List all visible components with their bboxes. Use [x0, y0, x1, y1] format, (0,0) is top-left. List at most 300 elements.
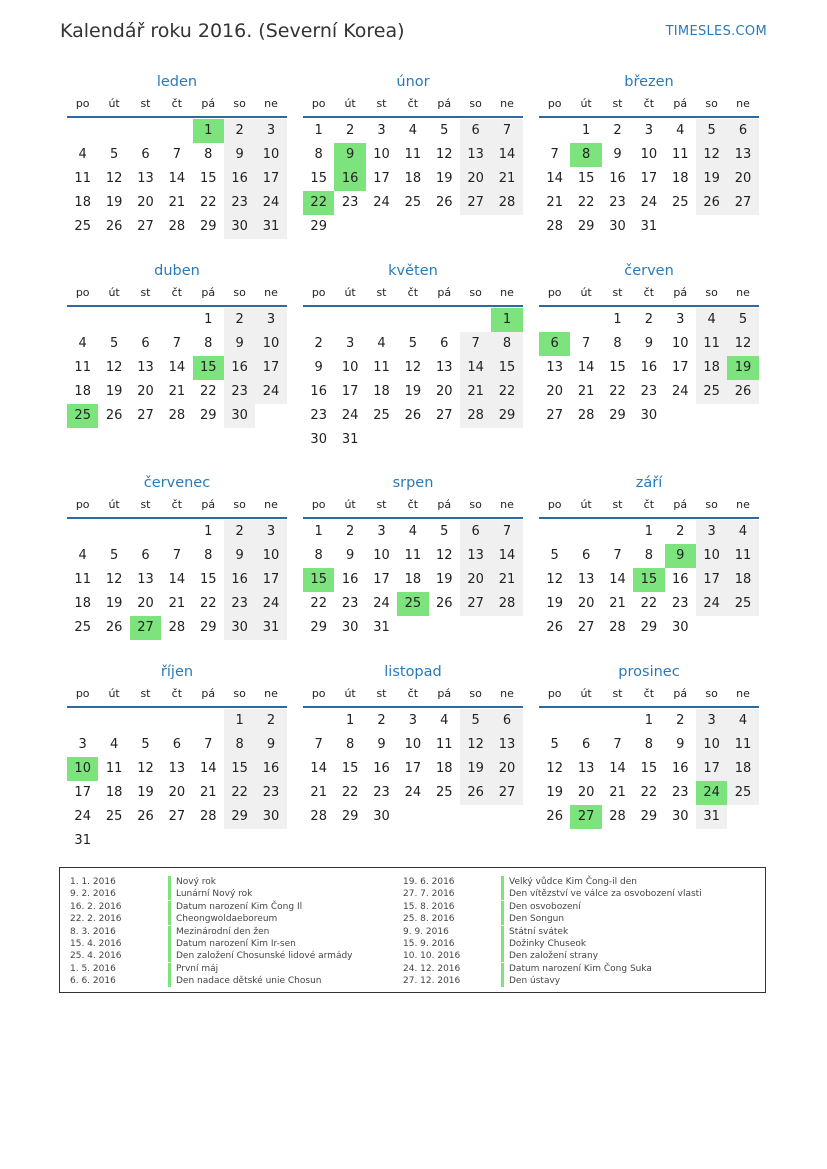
day-cell: 3: [676, 312, 685, 327]
brand-link[interactable]: TIMESLES.COM: [665, 24, 767, 39]
day-grid: [67, 119, 287, 239]
holiday-color-marker: [501, 975, 504, 987]
weekday-label: ne: [736, 286, 750, 299]
weekday-header: [67, 686, 287, 708]
holiday-day-cell: 19: [727, 356, 758, 380]
day-cell: 4: [676, 123, 685, 138]
page-title: Kalendář roku 2016. (Severní Korea): [60, 20, 405, 42]
day-cell: 21: [609, 785, 626, 800]
day-cell: 18: [404, 171, 422, 186]
day-cell: 3: [644, 123, 653, 138]
day-cell: 8: [314, 548, 323, 563]
day-cell: 5: [550, 737, 559, 752]
day-cell: 24: [640, 195, 658, 210]
day-cell: 17: [671, 360, 689, 375]
empty-cell: [130, 709, 161, 733]
day-cell: 2: [224, 119, 255, 143]
day-cell: 22: [199, 384, 217, 399]
day-cell: 6: [141, 336, 150, 351]
day-cell: 9: [224, 143, 255, 167]
day-cell: 22: [640, 596, 658, 611]
weekday-label: st: [376, 97, 387, 110]
day-cell: 1: [224, 709, 255, 733]
legend-row: [403, 950, 702, 962]
day-grid: [303, 308, 523, 452]
weekday-label: út: [580, 687, 592, 700]
day-cell: 23: [640, 384, 658, 399]
day-cell: 24: [74, 809, 91, 824]
day-cell: 17: [404, 761, 422, 776]
legend-holiday-name: První máj: [176, 963, 219, 974]
legend-date: 10. 10. 2016: [403, 951, 461, 962]
day-cell: 29: [640, 620, 658, 635]
day-cell: 2: [644, 312, 653, 327]
day-cell: 1: [581, 123, 591, 138]
day-cell: 9: [345, 548, 355, 563]
weekday-label: st: [376, 687, 387, 700]
day-cell: 25: [671, 195, 689, 210]
day-cell: 22: [609, 384, 626, 399]
day-cell: 25: [727, 781, 758, 805]
empty-cell: [161, 119, 192, 143]
day-cell: 28: [491, 592, 522, 616]
day-cell: 1: [314, 524, 323, 539]
day-cell: 11: [74, 171, 91, 186]
day-cell: 5: [696, 119, 727, 143]
day-cell: 8: [491, 332, 522, 356]
month-červenec: [67, 473, 287, 640]
day-cell: 7: [204, 737, 213, 752]
legend-holiday-name: Dožinky Chuseok: [509, 938, 587, 949]
month-name: září: [635, 475, 663, 491]
day-cell: 23: [609, 195, 626, 210]
weekday-label: čt: [171, 498, 183, 511]
day-cell: 3: [696, 709, 727, 733]
day-cell: 17: [341, 384, 359, 399]
legend-holiday-name: Velký vůdce Kim Čong-il den: [509, 877, 637, 887]
month-name: červen: [624, 263, 674, 279]
day-cell: 27: [137, 219, 154, 234]
day-cell: 22: [224, 781, 255, 805]
holiday-day-cell: 24: [696, 781, 727, 805]
day-cell: 26: [435, 195, 453, 210]
day-cell: 20: [460, 167, 491, 191]
day-cell: 27: [727, 191, 758, 215]
day-cell: 13: [577, 761, 595, 776]
holiday-color-marker: [501, 888, 504, 900]
weekday-label: čt: [171, 286, 183, 299]
day-cell: 8: [204, 548, 213, 563]
day-cell: 5: [440, 123, 449, 138]
day-cell: 27: [546, 408, 563, 423]
day-cell: 20: [435, 384, 453, 399]
weekday-label: ne: [264, 286, 278, 299]
day-cell: 16: [671, 761, 689, 776]
day-cell: 28: [609, 809, 626, 824]
legend-holiday-name: Datum narození Kim Čong Suka: [509, 963, 652, 974]
day-cell: 12: [435, 147, 453, 162]
day-cell: 27: [460, 592, 491, 616]
day-cell: 4: [377, 336, 386, 351]
legend-date: 9. 9. 2016: [403, 926, 449, 937]
day-cell: 16: [255, 757, 286, 781]
day-cell: 18: [727, 757, 758, 781]
day-cell: 19: [105, 596, 123, 611]
day-cell: 18: [74, 596, 91, 611]
day-cell: 3: [377, 524, 386, 539]
holiday-day-cell: 25: [397, 592, 428, 616]
weekday-label: so: [469, 687, 482, 700]
legend-holiday-name: Mezinárodní den žen: [176, 926, 270, 937]
weekday-label: út: [108, 498, 120, 511]
legend-holiday-name: Den osvobození: [509, 901, 581, 912]
day-cell: 12: [137, 761, 154, 776]
holiday-day-cell: 1: [491, 308, 522, 332]
day-cell: 20: [137, 384, 154, 399]
day-cell: 17: [696, 568, 727, 592]
day-cell: 5: [109, 147, 119, 162]
day-cell: 25: [373, 408, 390, 423]
day-cell: 4: [408, 524, 417, 539]
day-cell: 26: [546, 809, 563, 824]
day-cell: 30: [224, 215, 255, 239]
holiday-day-cell: 22: [303, 191, 334, 215]
month-červen: [539, 261, 759, 428]
day-cell: 27: [137, 408, 154, 423]
day-cell: 10: [255, 143, 286, 167]
legend-date: 25. 8. 2016: [403, 914, 455, 925]
day-cell: 9: [255, 733, 286, 757]
legend-date: 9. 2. 2016: [70, 889, 116, 900]
day-cell: 26: [727, 380, 758, 404]
weekday-header: [539, 686, 759, 708]
month-únor: [303, 72, 523, 239]
weekday-label: ne: [736, 687, 750, 700]
holiday-day-cell: 15: [303, 568, 334, 592]
day-cell: 22: [310, 596, 327, 611]
day-cell: 30: [224, 616, 255, 640]
day-cell: 26: [696, 191, 727, 215]
weekday-label: so: [705, 498, 718, 511]
weekday-label: st: [376, 286, 387, 299]
day-cell: 24: [341, 408, 359, 423]
holiday-color-marker: [501, 913, 504, 925]
day-cell: 28: [168, 219, 186, 234]
legend-holiday-name: Den ústavy: [509, 976, 561, 987]
day-cell: 8: [204, 147, 213, 162]
day-cell: 4: [727, 709, 758, 733]
day-cell: 15: [224, 757, 255, 781]
day-cell: 13: [460, 143, 491, 167]
legend-row: [403, 926, 702, 938]
holiday-color-marker: [168, 913, 171, 925]
day-cell: 25: [696, 380, 727, 404]
day-cell: 16: [224, 568, 255, 592]
day-cell: 11: [435, 737, 453, 752]
month-name: listopad: [384, 664, 442, 680]
day-cell: 18: [727, 568, 758, 592]
weekday-label: čt: [643, 286, 655, 299]
day-cell: 9: [613, 147, 622, 162]
day-cell: 31: [255, 215, 286, 239]
day-cell: 1: [644, 524, 653, 539]
day-cell: 16: [341, 572, 359, 587]
empty-cell: [98, 119, 129, 143]
day-cell: 4: [408, 123, 417, 138]
weekday-label: po: [311, 687, 326, 700]
legend-row: [70, 876, 353, 888]
empty-cell: [539, 520, 570, 544]
day-cell: 9: [644, 336, 653, 351]
day-cell: 30: [341, 620, 359, 635]
empty-cell: [570, 308, 601, 332]
day-cell: 6: [440, 336, 449, 351]
weekday-label: so: [233, 286, 246, 299]
weekday-label: pá: [673, 687, 688, 700]
day-cell: 13: [435, 360, 453, 375]
day-cell: 26: [404, 408, 422, 423]
legend-date: 6. 6. 2016: [70, 976, 116, 987]
day-cell: 28: [199, 809, 217, 824]
empty-cell: [303, 308, 334, 332]
empty-cell: [98, 709, 129, 733]
day-cell: 24: [255, 191, 286, 215]
day-cell: 27: [168, 809, 186, 824]
day-cell: 21: [199, 785, 217, 800]
day-cell: 22: [577, 195, 595, 210]
legend-column-right: [403, 876, 702, 988]
holiday-day-cell: 15: [633, 568, 664, 592]
day-cell: 30: [609, 219, 626, 234]
weekday-label: pá: [437, 498, 452, 511]
day-cell: 29: [199, 219, 217, 234]
day-cell: 17: [373, 171, 390, 186]
day-cell: 19: [546, 785, 563, 800]
legend-date: 16. 2. 2016: [70, 901, 122, 912]
weekday-header: [67, 497, 287, 519]
day-cell: 18: [671, 171, 689, 186]
day-cell: 14: [199, 761, 217, 776]
day-cell: 14: [168, 572, 186, 587]
legend-row: [70, 901, 353, 913]
holiday-day-cell: 6: [539, 332, 570, 356]
day-cell: 20: [727, 167, 758, 191]
day-cell: 24: [255, 592, 286, 616]
day-cell: 17: [74, 785, 91, 800]
day-cell: 17: [255, 167, 286, 191]
day-cell: 19: [546, 596, 563, 611]
day-cell: 26: [137, 809, 154, 824]
day-cell: 23: [224, 592, 255, 616]
day-cell: 23: [373, 785, 390, 800]
legend-date: 27. 12. 2016: [403, 976, 461, 987]
day-cell: 19: [435, 572, 453, 587]
day-cell: 17: [696, 757, 727, 781]
day-cell: 18: [373, 384, 390, 399]
day-cell: 21: [168, 384, 186, 399]
day-cell: 5: [727, 308, 758, 332]
day-cell: 16: [609, 171, 626, 186]
month-name: červenec: [143, 475, 211, 491]
day-cell: 27: [577, 620, 595, 635]
legend-date: 15. 4. 2016: [70, 938, 122, 949]
empty-cell: [397, 308, 428, 332]
day-cell: 30: [671, 809, 689, 824]
legend-column-left: [70, 876, 353, 988]
weekday-label: ne: [736, 498, 750, 511]
month-říjen: [67, 662, 287, 853]
day-cell: 15: [199, 572, 217, 587]
legend-holiday-name: Datum narození Kim Ir-sen: [176, 938, 296, 949]
month-name: srpen: [392, 475, 434, 491]
day-cell: 28: [310, 809, 327, 824]
day-cell: 21: [168, 195, 186, 210]
day-cell: 11: [671, 147, 689, 162]
day-cell: 30: [310, 432, 327, 447]
empty-cell: [602, 520, 633, 544]
weekday-label: út: [108, 286, 120, 299]
day-cell: 19: [696, 167, 727, 191]
day-cell: 26: [105, 219, 123, 234]
empty-cell: [460, 308, 491, 332]
day-cell: 23: [671, 596, 689, 611]
legend-date: 1. 5. 2016: [70, 963, 116, 974]
weekday-header: [67, 285, 287, 307]
day-cell: 25: [435, 785, 453, 800]
day-cell: 1: [314, 123, 323, 138]
empty-cell: [193, 709, 224, 733]
day-cell: 16: [224, 356, 255, 380]
day-cell: 13: [168, 761, 186, 776]
day-cell: 8: [345, 737, 355, 752]
day-cell: 4: [727, 520, 758, 544]
weekday-label: út: [344, 498, 356, 511]
month-name: květen: [388, 263, 438, 279]
day-cell: 10: [255, 544, 286, 568]
month-name: únor: [396, 74, 430, 90]
day-cell: 20: [168, 785, 186, 800]
weekday-label: čt: [407, 286, 419, 299]
legend-holiday-name: Cheongwoldaeboreum: [176, 914, 278, 925]
day-cell: 12: [696, 143, 727, 167]
weekday-label: so: [233, 687, 246, 700]
holiday-color-marker: [168, 926, 171, 938]
weekday-header: [539, 497, 759, 519]
month-květen: [303, 261, 523, 452]
day-cell: 19: [460, 757, 491, 781]
day-cell: 16: [671, 572, 689, 587]
day-cell: 6: [141, 147, 150, 162]
day-cell: 20: [137, 195, 154, 210]
weekday-label: út: [344, 286, 356, 299]
legend-holiday-name: Den nadace dětské unie Chosun: [176, 976, 322, 987]
weekday-label: út: [108, 97, 120, 110]
holiday-day-cell: 16: [334, 167, 365, 191]
day-cell: 16: [373, 761, 390, 776]
day-cell: 10: [671, 336, 689, 351]
day-cell: 17: [640, 171, 658, 186]
weekday-label: pá: [201, 97, 216, 110]
weekday-label: st: [140, 97, 151, 110]
legend-date: 22. 2. 2016: [70, 914, 122, 925]
day-cell: 22: [640, 785, 658, 800]
day-cell: 14: [546, 171, 563, 186]
holiday-color-marker: [501, 926, 504, 938]
day-cell: 29: [609, 408, 626, 423]
weekday-label: st: [140, 498, 151, 511]
day-cell: 28: [460, 404, 491, 428]
day-cell: 7: [460, 332, 491, 356]
holiday-day-cell: 27: [130, 616, 161, 640]
weekday-label: st: [612, 498, 623, 511]
legend-holiday-name: Státní svátek: [509, 926, 569, 937]
empty-cell: [429, 308, 460, 332]
day-cell: 17: [373, 572, 390, 587]
day-grid: [67, 520, 287, 640]
day-cell: 21: [491, 167, 522, 191]
legend-holiday-name: Den vítězství ve válce za osvobození vlasti: [509, 889, 702, 900]
day-cell: 4: [696, 308, 727, 332]
day-cell: 14: [310, 761, 327, 776]
day-cell: 15: [491, 356, 522, 380]
day-cell: 28: [609, 620, 626, 635]
holiday-color-marker: [168, 963, 171, 975]
day-cell: 12: [546, 572, 563, 587]
legend-date: 25. 4. 2016: [70, 951, 122, 962]
day-cell: 4: [78, 147, 87, 162]
day-cell: 17: [255, 568, 286, 592]
day-cell: 24: [255, 380, 286, 404]
empty-cell: [130, 520, 161, 544]
month-duben: [67, 261, 287, 428]
legend-row: [403, 938, 702, 950]
day-cell: 5: [460, 709, 491, 733]
weekday-label: po: [75, 498, 90, 511]
day-cell: 3: [377, 123, 386, 138]
day-cell: 13: [727, 143, 758, 167]
day-cell: 9: [224, 544, 255, 568]
day-cell: 14: [168, 171, 186, 186]
weekday-label: ne: [500, 498, 514, 511]
day-cell: 2: [345, 123, 355, 138]
empty-cell: [539, 119, 570, 143]
day-cell: 6: [460, 119, 491, 143]
weekday-label: po: [547, 97, 562, 110]
day-cell: 2: [314, 336, 323, 351]
day-cell: 12: [460, 733, 491, 757]
day-cell: 1: [613, 312, 622, 327]
day-cell: 3: [78, 737, 87, 752]
day-cell: 6: [581, 548, 591, 563]
day-cell: 23: [310, 408, 327, 423]
day-cell: 2: [613, 123, 622, 138]
weekday-header: [539, 96, 759, 118]
weekday-label: st: [376, 498, 387, 511]
weekday-label: pá: [673, 286, 688, 299]
weekday-label: so: [469, 97, 482, 110]
day-cell: 21: [609, 596, 626, 611]
month-leden: [67, 72, 287, 239]
holiday-color-marker: [501, 938, 504, 950]
day-grid: [303, 119, 523, 239]
day-cell: 27: [491, 781, 522, 805]
day-cell: 26: [435, 596, 453, 611]
day-cell: 2: [676, 524, 685, 539]
day-cell: 22: [199, 596, 217, 611]
day-cell: 11: [696, 332, 727, 356]
day-cell: 19: [435, 171, 453, 186]
legend-holiday-name: Nový rok: [176, 877, 216, 887]
